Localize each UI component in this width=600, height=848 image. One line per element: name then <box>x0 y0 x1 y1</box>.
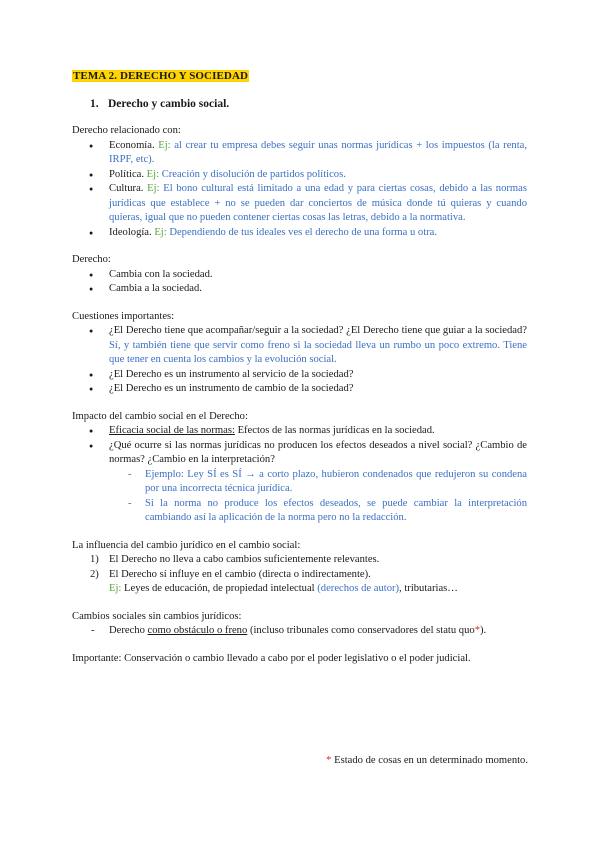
list-item: ● ¿El Derecho tiene que acompañar/seguir a la sociedad? ¿El Derecho tiene que guiar a la sociedad? Sí, y también tiene que servir como freno si la sociedad lleva un rumbo un poco extremo. Tiene que tener en cuenta los cambios y la evolución social. <box>72 324 527 368</box>
section-heading <box>90 98 527 110</box>
list-item: ● Eficacia social de las normas: Efectos de las normas jurídicas en la sociedad. <box>72 424 527 439</box>
block-heading: Derecho relacionado con: <box>72 125 181 136</box>
block-derecho <box>72 253 527 297</box>
list-item: ● ¿El Derecho es un instrumento de cambio de la sociedad? <box>72 382 527 397</box>
list-item: ● ¿El Derecho es un instrumento al servicio de la sociedad? <box>72 368 527 383</box>
block-derecho-relacionado <box>72 124 527 240</box>
list-item: 1) El Derecho no lleva a cabo cambios suficientemente relevantes. <box>90 554 380 565</box>
block-influencia <box>72 539 527 597</box>
list-item: ● Cambia con la sociedad. <box>72 268 527 283</box>
example-line: Ej: Leyes de educación, de propiedad intelectual (derechos de autor), tributarias… <box>109 583 458 594</box>
document-page <box>72 70 527 666</box>
list-item: ● Política. Ej: Creación y disolución de partidos políticos. <box>72 168 527 183</box>
block-cambios-sociales <box>72 610 527 639</box>
list-item: ● Economía. Ej: al crear tu empresa debes seguir unas normas jurídicas + los impuestos (la renta, IRPF, etc). <box>72 139 527 168</box>
section-title: Derecho y cambio social. <box>108 98 230 110</box>
block-heading: Cambios sociales sin cambios jurídicos: <box>72 610 242 622</box>
sub-list-item: - Ejemplo: Ley SÍ es SÍ → a corto plazo, hubieron condenados que redujeron su condena por una incorrecta técnica jurídica. <box>72 468 527 497</box>
list-item: ● Cultura. Ej: El bono cultural está limitado a una edad y para ciertas cosas, debido a las normas jurídicas que establece + no se pueden dar conciertos de música donde tú quieras y cuando quieras, igual que no pueden contener ciertas cosas las letras, debido a la normativa. <box>72 182 527 226</box>
list-item: ● ¿Qué ocurre si las normas jurídicas no producen los efectos deseados a nivel social? ¿Cambio de normas? ¿Cambio en la interpretación? <box>72 439 527 468</box>
block-cuestiones <box>72 310 527 397</box>
section-number: 1. <box>90 98 99 110</box>
important-note: Importante: Conservación o cambio llevado a cabo por el poder legislativo o el poder judicial. <box>72 652 471 664</box>
list-item: 2) El Derecho sí influye en el cambio (directa o indirectamente). <box>90 568 371 580</box>
document-title: TEMA 2. DERECHO Y SOCIEDAD <box>73 70 249 82</box>
sub-list-item: - Si la norma no produce los efectos deseados, se puede cambiar la interpretación cambiando así la aplicación de la norma pero no la redacción. <box>72 497 527 526</box>
block-heading: Cuestiones importantes: <box>72 310 175 322</box>
block-heading: Impacto del cambio social en el Derecho: <box>72 410 248 422</box>
list-item: - Derecho como obstáculo o freno (incluso tribunales como conservadores del statu quo*). <box>72 624 527 639</box>
block-impacto <box>72 410 527 526</box>
list-item: ● Cambia a la sociedad. <box>72 282 527 297</box>
block-heading: La influencia del cambio jurídico en el cambio social: <box>72 539 301 551</box>
list-item: ● Ideología. Ej: Dependiendo de tus ideales ves el derecho de una forma u otra. <box>72 226 527 241</box>
block-heading: Derecho: <box>72 254 111 265</box>
footnote: * Estado de cosas en un determinado momento. <box>326 755 528 766</box>
